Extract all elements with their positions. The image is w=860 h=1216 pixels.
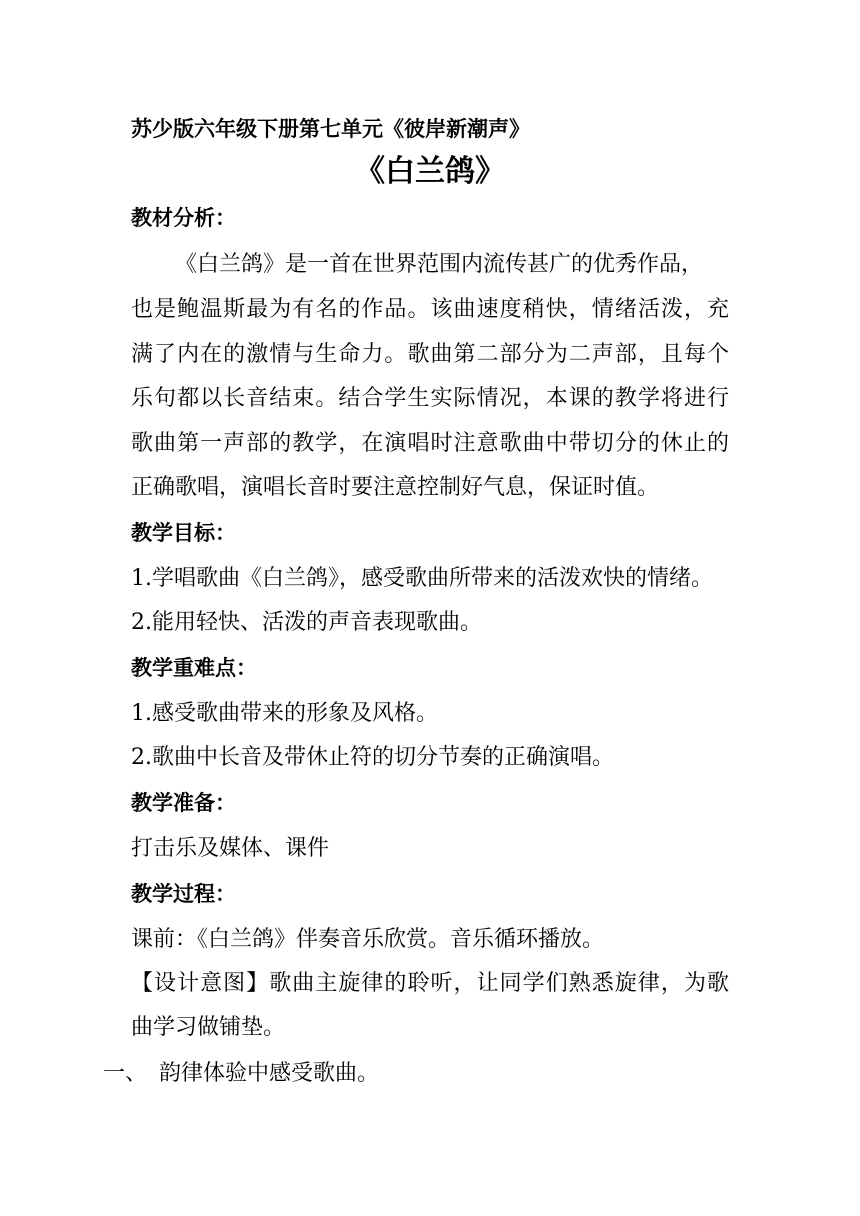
- document-title: 《白兰鸽》: [355, 154, 505, 189]
- section-heading-key-points: 教学重难点：: [131, 656, 257, 680]
- section-heading-process: 教学过程：: [131, 882, 236, 906]
- goal-item: 2.能用轻快、活泼的声音表现歌曲。: [131, 610, 482, 635]
- section-heading-preparation: 教学准备：: [131, 791, 236, 815]
- analysis-paragraph-line: 正确歌唱，演唱长音时要注意控制好气息，保证时值。: [131, 475, 660, 500]
- preparation-text: 打击乐及媒体、课件: [131, 836, 330, 861]
- pre-class-text: 课前：《白兰鸽》伴奏音乐欣赏。音乐循环播放。: [131, 927, 605, 952]
- step-number: 一、: [103, 1061, 148, 1086]
- key-point-item: 1.感受歌曲带来的形象及风格。: [131, 701, 438, 726]
- design-intent-line: 【设计意图】歌曲主旋律的聆听，让同学们熟悉旋律，为歌: [131, 971, 729, 996]
- analysis-paragraph-line: 也是鲍温斯最为有名的作品。该曲速度稍快，情绪活泼，充: [131, 297, 729, 322]
- goal-item: 1.学唱歌曲《白兰鸽》，感受歌曲所带来的活泼欢快的情绪。: [131, 566, 713, 591]
- section-heading-analysis: 教材分析：: [131, 206, 236, 230]
- section-heading-goals: 教学目标：: [131, 521, 236, 545]
- design-intent-line: 曲学习做铺垫。: [131, 1015, 286, 1040]
- analysis-paragraph-line: 乐句都以长音结束。结合学生实际情况，本课的教学将进行: [131, 386, 729, 411]
- document-header: 苏少版六年级下册第七单元《彼岸新潮声》: [131, 117, 530, 141]
- step-text: 韵律体验中感受歌曲。: [159, 1061, 380, 1086]
- analysis-paragraph-line: 歌曲第一声部的教学，在演唱时注意歌曲中带切分的休止的: [131, 431, 729, 456]
- analysis-paragraph-line: 满了内在的激情与生命力。歌曲第二部分为二声部，且每个: [131, 342, 729, 367]
- key-point-item: 2.歌曲中长音及带休止符的切分节奏的正确演唱。: [131, 745, 614, 770]
- analysis-paragraph-line: 《白兰鸽》是一首在世界范围内流传甚广的优秀作品，: [175, 252, 704, 277]
